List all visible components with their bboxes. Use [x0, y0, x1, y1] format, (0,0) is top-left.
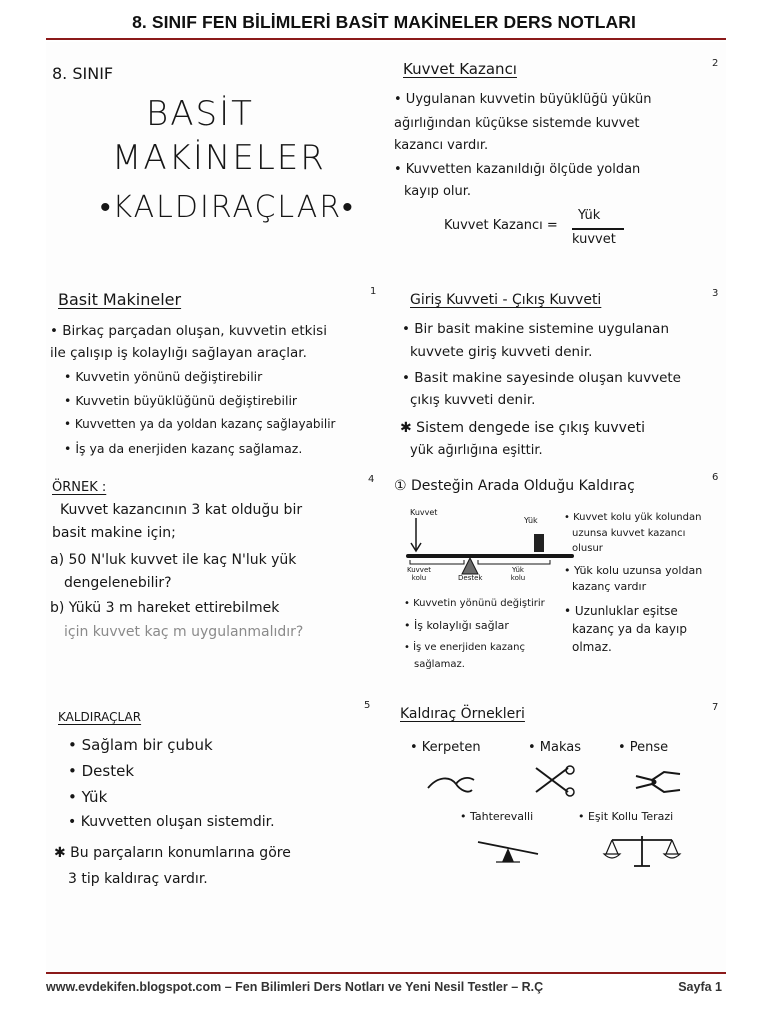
load-box	[534, 534, 544, 552]
text-line: • Kuvvetin yönünü değiştirir	[404, 598, 545, 609]
text-line: • Destek	[68, 762, 135, 780]
text-line: • Kuvvet kolu yük kolundan	[564, 512, 702, 523]
section-number: 7	[712, 702, 719, 713]
section-title-giris-cikis: Giriş Kuvveti - Çıkış Kuvveti	[410, 292, 602, 308]
text-line: ✱ Bu parçaların konumlarına göre	[54, 845, 291, 861]
arm-brace-right	[478, 560, 550, 564]
text-line: • Kuvvetin büyüklüğünü değiştirebilir	[64, 393, 298, 408]
text-line: • Bir basit makine sistemine uygulanan	[402, 321, 670, 337]
footer-page-number: Sayfa 1	[678, 980, 722, 994]
text-line: • Yük kolu uzunsa yoldan	[564, 564, 703, 577]
arm-brace-left	[410, 560, 464, 564]
text-line: kazanç ya da kayıp	[572, 622, 687, 636]
grade-label: 8. SINIF	[52, 64, 114, 83]
text-line: kazancı vardır.	[394, 138, 489, 153]
text-line: • Kuvvetin yönünü değiştirebilir	[64, 369, 263, 384]
text-line: • Birkaç parçadan oluşan, kuvvetin etkisi	[50, 323, 327, 339]
diagram-label-yuk: Yük	[524, 516, 538, 525]
text-line: Kuvvet kazancının 3 kat olduğu bir	[60, 502, 303, 518]
text-line: ağırlığından küçükse sistemde kuvvet	[394, 116, 640, 131]
notes-page	[46, 42, 726, 972]
section-number: 4	[368, 474, 375, 485]
cover-title-line2: MAKİNELER	[112, 138, 326, 178]
text-line: a) 50 N'luk kuvvet ile kaç N'luk yük	[50, 552, 297, 568]
section-title-kuvvet-kazanci: Kuvvet Kazancı	[403, 60, 517, 78]
text-line: • Kuvvetten kazanıldığı ölçüde yoldan	[394, 162, 641, 177]
header-rule	[46, 38, 726, 40]
formula-denominator: kuvvet	[572, 232, 616, 247]
seesaw-icon	[476, 838, 540, 868]
text-line: olusur	[572, 543, 603, 554]
text-line: • İş ve enerjiden kazanç	[404, 642, 525, 653]
text-line: ✱ Sistem dengede ise çıkış kuvveti	[400, 420, 645, 436]
example-label-tahterevalli: • Tahterevalli	[460, 810, 534, 823]
footer-site-link[interactable]: www.evdekifen.blogspot.com – Fen Bilimleri Ders Notları ve Yeni Nesil Testler – R.Ç	[46, 980, 544, 994]
section-number: 5	[364, 700, 371, 711]
pliers-icon	[634, 768, 682, 796]
text-line: sağlamaz.	[414, 659, 465, 670]
example-label-kerpeten: • Kerpeten	[410, 740, 481, 755]
text-line: • İş ya da enerjiden kazanç sağlamaz.	[64, 441, 303, 456]
text-line: uzunsa kuvvet kazancı	[572, 528, 686, 539]
text-line: yük ağırlığına eşittir.	[410, 443, 543, 458]
text-line: • İş kolaylığı sağlar	[404, 619, 509, 632]
formula-numerator: Yük	[578, 208, 601, 223]
text-line: • Yük	[68, 788, 108, 806]
text-line: • Sağlam bir çubuk	[68, 736, 213, 754]
text-line: kayıp olur.	[404, 184, 472, 199]
text-line: kazanç vardır	[572, 580, 647, 593]
text-line: olmaz.	[572, 640, 612, 654]
example-label-makas: • Makas	[528, 740, 582, 755]
text-line: • Basit makine sayesinde oluşan kuvvete	[402, 370, 681, 386]
balance-scale-icon	[602, 832, 682, 872]
section-title-basit-makineler: Basit Makineler	[58, 290, 182, 309]
diagram-label-destek: Destek	[458, 574, 483, 582]
cover-title-line1: BASİT	[146, 94, 254, 134]
formula-lhs: Kuvvet Kazancı =	[444, 218, 558, 233]
text-line: • Uzunluklar eşitse	[564, 604, 678, 618]
text-line: 3 tip kaldıraç vardır.	[68, 871, 208, 887]
section-title-ornek: ÖRNEK :	[52, 480, 107, 495]
example-label-esit-kollu-terazi: • Eşit Kollu Terazi	[578, 810, 674, 823]
text-line: ile çalışıp iş kolaylığı sağlayan araçlar.	[50, 345, 307, 361]
text-line-faded: b) Yükü 3 m hareket ettirebilmek	[50, 600, 280, 616]
diagram-label-kuvvet: Kuvvet	[410, 508, 438, 517]
text-line: • Uygulanan kuvvetin büyüklüğü yükün	[394, 92, 652, 107]
cover-title-line3: •KALDIRAÇLAR•	[100, 190, 355, 225]
section-title-kaldirac-type1: ① Desteğin Arada Olduğu Kaldıraç	[394, 478, 635, 494]
section-number: 6	[712, 472, 719, 483]
text-line: dengelenebilir?	[64, 575, 172, 591]
text-line: • Kuvvetten ya da yoldan kazanç sağlayabilir	[64, 417, 336, 431]
section-title-kaldiraclar: KALDIRAÇLAR	[58, 710, 142, 724]
text-line: kuvvete giriş kuvveti denir.	[410, 344, 593, 360]
pincers-icon	[426, 768, 476, 798]
text-line-faded: için kuvvet kaç m uygulanmalıdır?	[64, 624, 304, 640]
text-line: çıkış kuvveti denir.	[410, 392, 536, 408]
page-header-title: 8. SINIF FEN BİLİMLERİ BASİT MAKİNELER DERS NOTLARI	[132, 12, 636, 32]
section-title-kaldirac-ornekleri: Kaldıraç Örnekleri	[400, 706, 525, 722]
diagram-label-yuk-kolu: Yük kolu	[510, 566, 526, 582]
diagram-label-kuvvet-kolu: Kuvvet kolu	[406, 566, 431, 582]
section-number: 3	[712, 288, 719, 299]
section-number: 1	[370, 286, 377, 297]
fraction-bar	[572, 228, 624, 230]
example-label-pense: • Pense	[618, 740, 669, 755]
footer-rule	[46, 972, 726, 974]
scissors-icon	[532, 764, 576, 798]
section-number: 2	[712, 58, 719, 69]
text-line: basit makine için;	[52, 525, 176, 541]
text-line: • Kuvvetten oluşan sistemdir.	[68, 814, 275, 830]
